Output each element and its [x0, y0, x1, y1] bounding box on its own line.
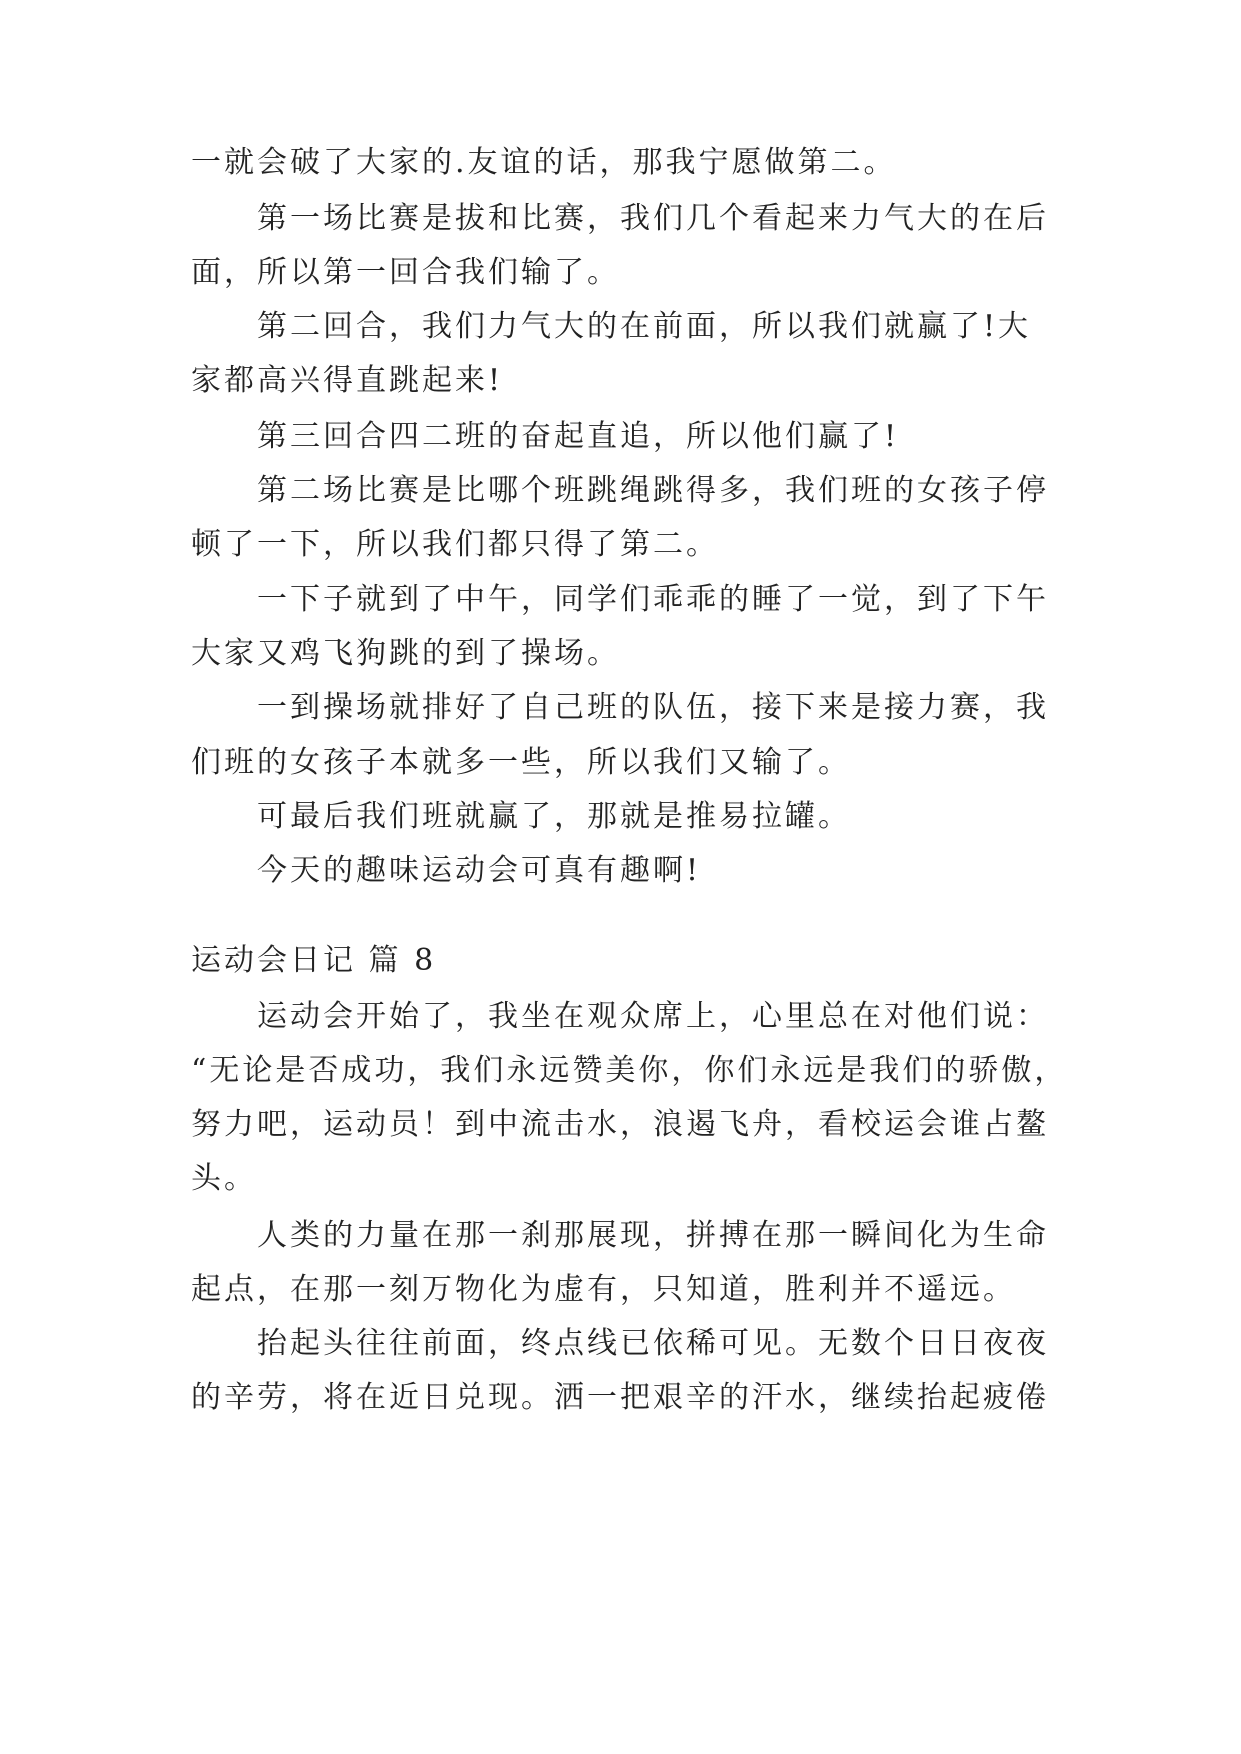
text-line: 第二回合，我们力气大的在前面，所以我们就赢了!大 [257, 309, 1032, 344]
text-line: 抬起头往往前面，终点线已依稀可见。无数个日日夜夜 [257, 1326, 1049, 1361]
text-line: 面，所以第一回合我们输了。 [191, 255, 620, 290]
text-line: 起点，在那一刻万物化为虚有，只知道，胜利并不遥远。 [191, 1272, 1016, 1307]
text-line: 第三回合四二班的奋起直追，所以他们赢了! [257, 419, 900, 454]
text-line: 第二场比赛是比哪个班跳绳跳得多，我们班的女孩子停 [257, 473, 1049, 508]
text-line: 第一场比赛是拔和比赛，我们几个看起来力气大的在后 [257, 201, 1049, 236]
text-line: 人类的力量在那一刹那展现，拼搏在那一瞬间化为生命 [257, 1218, 1049, 1253]
text-line: “无论是否成功，我们永远赞美你，你们永远是我们的骄傲， [191, 1053, 1068, 1088]
section-heading: 运动会日记 篇 8 [191, 943, 437, 978]
text-line: 可最后我们班就赢了，那就是推易拉罐。 [257, 799, 851, 834]
text-line: 今天的趣味运动会可真有趣啊! [257, 853, 702, 888]
text-line: 运动会开始了，我坐在观众席上，心里总在对他们说： [257, 999, 1049, 1034]
text-line: 一下子就到了中午，同学们乖乖的睡了一觉，到了下午 [257, 582, 1049, 617]
text-line: 大家又鸡飞狗跳的到了操场。 [191, 636, 620, 671]
text-line: 一就会破了大家的.友谊的话，那我宁愿做第二。 [191, 145, 897, 180]
text-line: 的辛劳，将在近日兑现。洒一把艰辛的汗水，继续抬起疲倦 [191, 1380, 1049, 1415]
text-line: 头。 [191, 1161, 257, 1196]
text-line: 努力吧，运动员！到中流击水，浪遏飞舟，看校运会谁占鳌 [191, 1107, 1049, 1142]
text-line: 顿了一下，所以我们都只得了第二。 [191, 527, 719, 562]
text-line: 们班的女孩子本就多一些，所以我们又输了。 [191, 745, 851, 780]
text-line: 一到操场就排好了自己班的队伍，接下来是接力赛，我 [257, 690, 1049, 725]
text-line: 家都高兴得直跳起来! [191, 363, 504, 398]
